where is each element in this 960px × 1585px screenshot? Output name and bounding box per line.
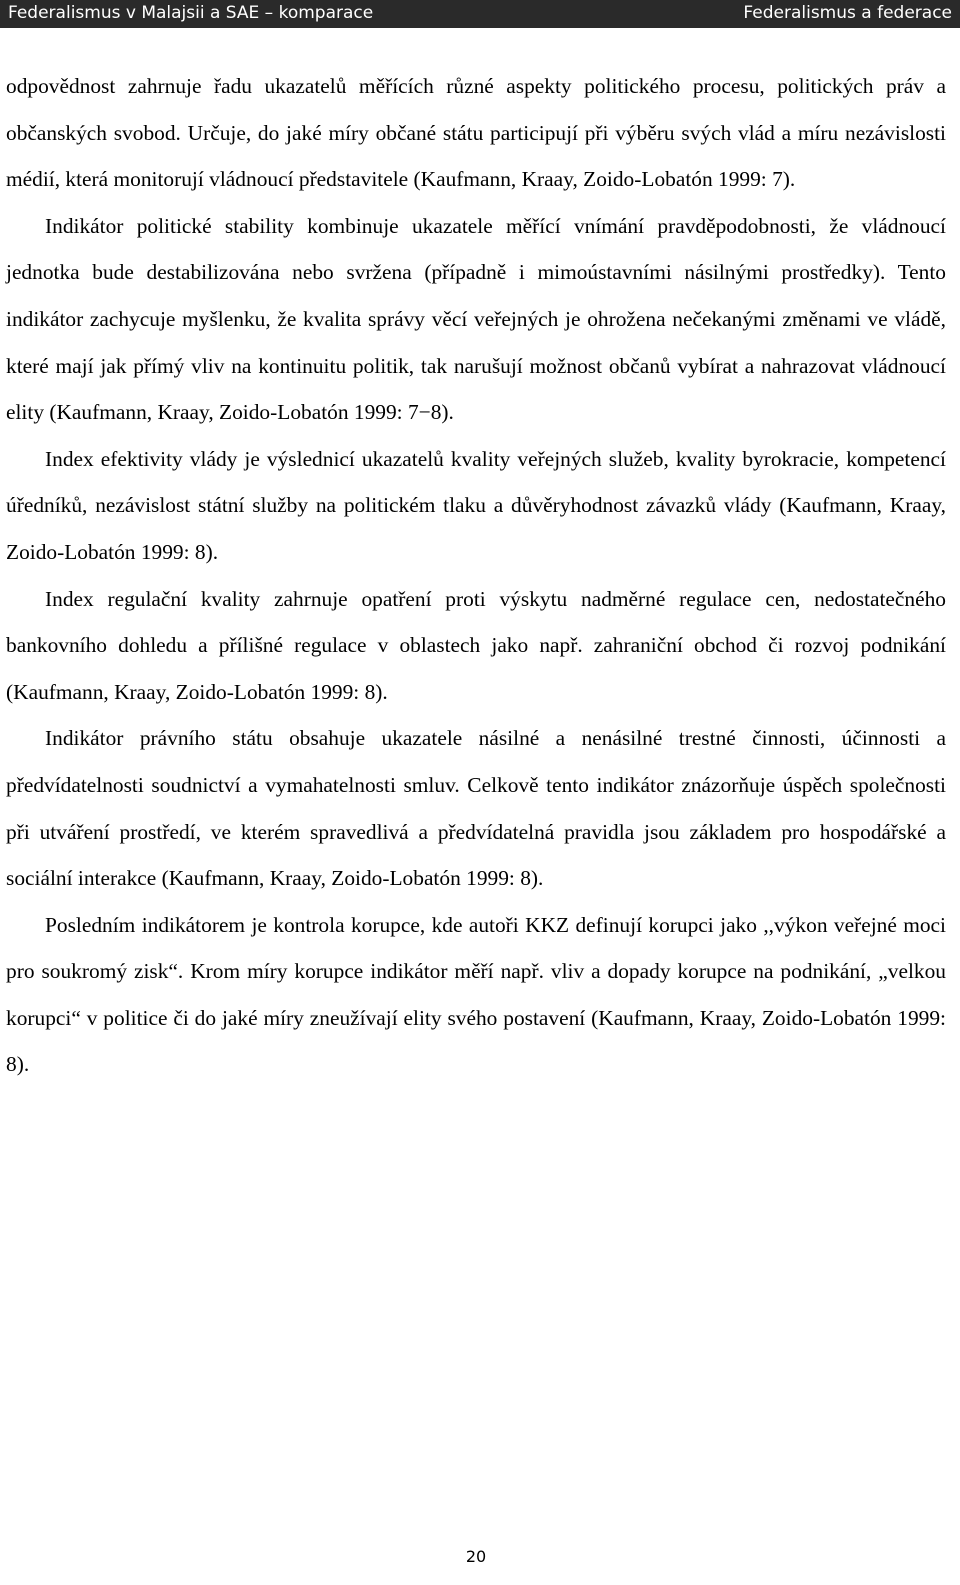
- paragraph-government-effectiveness: Index efektivity vlády je výslednicí ukazatelů kvality veřejných služeb, kvality byrokracie, kompetencí úředníků, nezávislost státní služby na politickém tlaku a důvěryhodnost závazků vlády (Kaufmann, Kraay, Zoido-Lobatón 1999: 8).: [6, 446, 946, 564]
- paragraph-rule-of-law: Indikátor právního státu obsahuje ukazatele násilné a nenásilné trestné činnosti, účinnosti a předvídatelnosti soudnictví a vymahatelnosti smluv. Celkově tento indikátor znázorňuje úspěch společnosti při utváření prostředí, ve kterém spravedlivá a předvídatelná pravidla jsou základem pro hospodářské a sociální interakce (Kaufmann, Kraay, Zoido-Lobatón 1999: 8).: [6, 726, 946, 891]
- header-chapter-title: Federalismus v Malajsii a SAE – komparace: [8, 3, 374, 23]
- page-number: 20: [465, 1547, 487, 1566]
- header-section-title: Federalismus a federace: [743, 3, 952, 23]
- body-text: [6, 63, 946, 1088]
- paragraph-continuation: odpovědnost zahrnuje řadu ukazatelů měřících různé aspekty politického procesu, politických práv a občanských svobod. Určuje, do jaké míry občané státu participují při výběru svých vlád a míru nezávislosti médií, která monitorují vládnoucí představitele (Kaufmann, Kraay, Zoido-Lobatón 1999: 7).: [6, 74, 946, 192]
- paragraph-control-of-corruption: Posledním indikátorem je kontrola korupce, kde autoři KKZ definují korupci jako ,,výkon veřejné moci pro soukromý zisk“. Krom míry korupce indikátor měří např. vliv a dopady korupce na podnikání, „velkou korupci“ v politice či do jaké míry zneužívají elity svého postavení (Kaufmann, Kraay, Zoido-Lobatón 1999: 8).: [6, 912, 946, 1077]
- paragraph-regulatory-quality: Index regulační kvality zahrnuje opatření proti výskytu nadměrné regulace cen, nedostatečného bankovního dohledu a přílišné regulace v oblastech jako např. zahraniční obchod či rozvoj podnikání (Kaufmann, Kraay, Zoido-Lobatón 1999: 8).: [6, 586, 946, 704]
- paragraph-political-stability: Indikátor politické stability kombinuje ukazatele měřící vnímání pravděpodobnosti, že vládnoucí jednotka bude destabilizována nebo svržena (případně i mimoústavními násilnými prostředky). Tento indikátor zachycuje myšlenku, že kvalita správy věcí veřejných je ohrožena nečekanými změnami ve vládě, které mají jak přímý vliv na kontinuitu politik, tak narušují možnost občanů vybírat a nahrazovat vládnoucí elity (Kaufmann, Kraay, Zoido-Lobatón 1999: 7−8).: [6, 213, 946, 425]
- running-header: [0, 0, 960, 28]
